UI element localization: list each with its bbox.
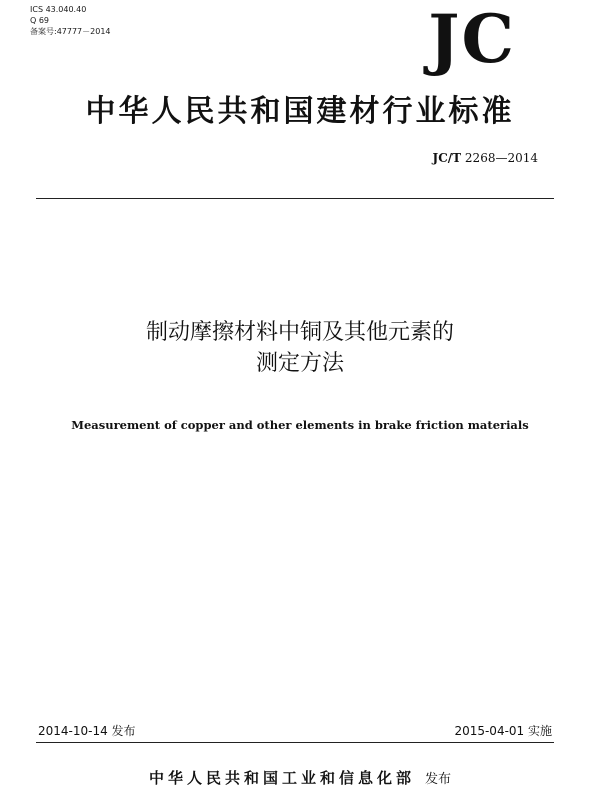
chinese-title-line-2: 测定方法 xyxy=(255,351,344,376)
implementation-date: 2015-04-01 实施 xyxy=(454,724,552,738)
standard-number xyxy=(433,150,538,166)
ics-code: ICS 43.040.40 xyxy=(30,5,87,14)
bottom-divider xyxy=(36,742,554,743)
english-title: Measurement of copper and other elements in brake friction materials xyxy=(71,418,529,432)
ccs-code: Q 69 xyxy=(30,16,50,25)
top-divider xyxy=(36,198,554,199)
standard-year-number: 2268—2014 xyxy=(464,151,538,165)
publisher-line xyxy=(0,768,600,790)
jc-logo: JC xyxy=(428,0,516,78)
filing-number: 备案号:47777－2014 xyxy=(30,27,111,36)
classification-block xyxy=(30,4,111,37)
publisher-verb: 发布 xyxy=(425,772,452,787)
chinese-title xyxy=(0,317,600,379)
issue-date: 2014-10-14 发布 xyxy=(38,724,136,738)
standard-code: JC/T xyxy=(432,151,462,165)
standard-category-title: 中华人民共和国建材行业标准 xyxy=(85,94,515,129)
dates-row xyxy=(38,722,552,740)
chinese-title-line-1: 制动摩擦材料中铜及其他元素的 xyxy=(145,320,454,345)
publisher-organization: 中华人民共和国工业和信息化部 xyxy=(148,769,415,787)
